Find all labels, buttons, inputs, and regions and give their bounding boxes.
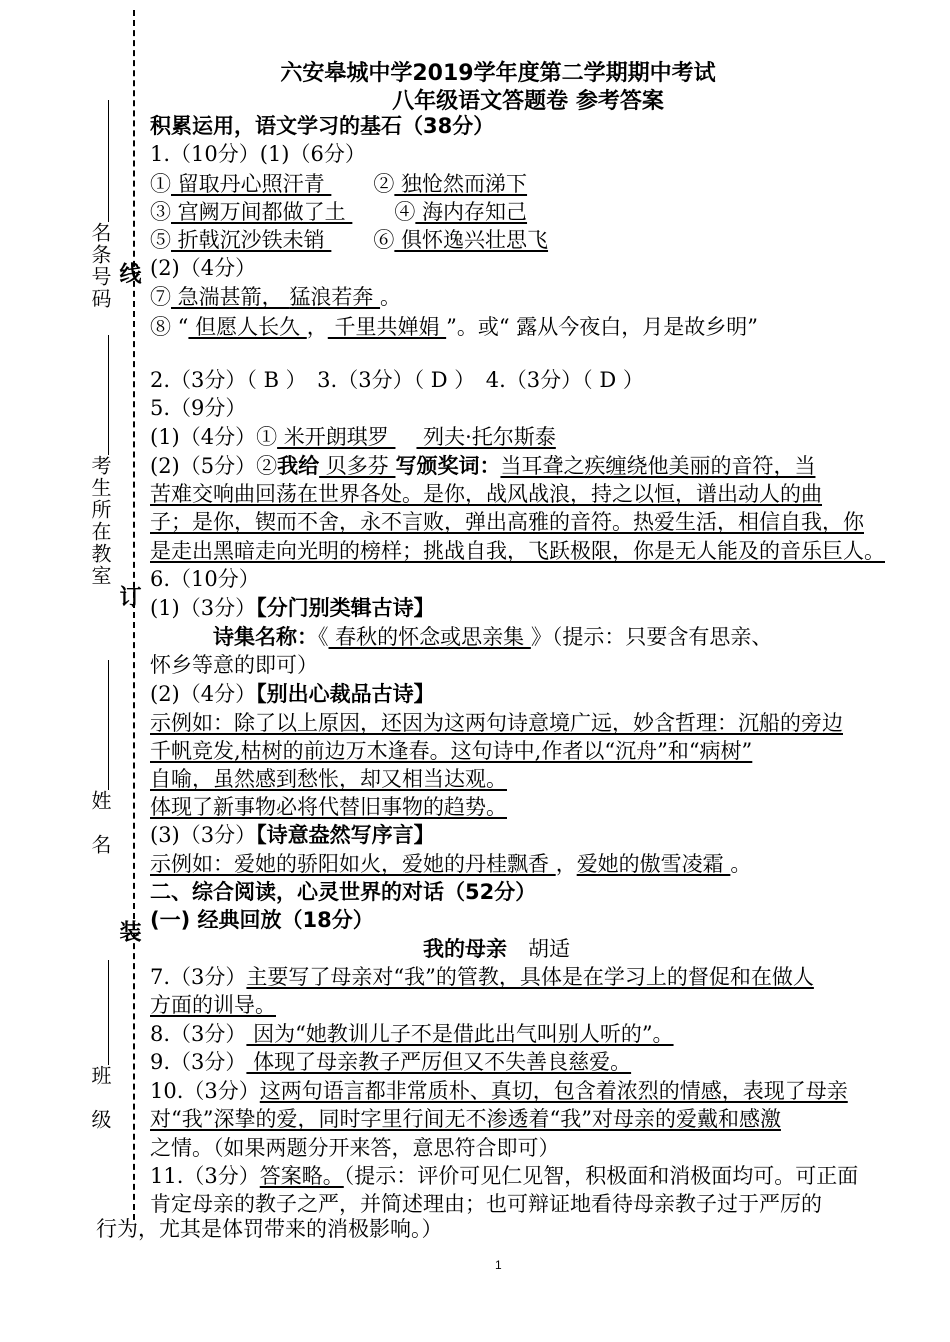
name-blank: [108, 660, 109, 790]
answer-line-l10: [150, 394, 246, 422]
answer-segment: 积累运用，语文学习的基石（38分）: [150, 114, 495, 138]
answer-line-l16: [150, 565, 260, 593]
answer-segment: ⑤: [150, 228, 171, 252]
answer-segment: 【诗意盎然写序言】: [256, 822, 435, 847]
answer-segment: 示例如：除了以上原因，还因为这两句诗意境广远，妙含哲理：沉船的旁边: [150, 711, 843, 735]
answer-segment: 写颁奖词：: [395, 453, 501, 478]
answer-segment: 《: [318, 625, 329, 649]
answer-segment: 苦难交响曲回荡在世界各处。是你，战风战浪，持之以恒，谱出动人的曲: [150, 482, 822, 506]
answer-segment: 对“我”深挚的爱，同时字里行间无不渗透着“我”对母亲的爱戴和感激: [150, 1107, 781, 1131]
page-number: 1: [495, 1258, 502, 1272]
answer-segment: (1)（3分）: [150, 596, 257, 620]
answer-line-l20: [150, 680, 435, 708]
answer-segment: 胡适: [507, 937, 570, 961]
answer-line-l21: [150, 709, 843, 737]
answer-segment: 留取丹心照汗青: [171, 172, 332, 196]
answer-segment: (2)（4分）: [150, 256, 257, 280]
answer-line-l28: [150, 906, 374, 934]
answer-segment: 独怆然而涕下: [394, 172, 528, 196]
answer-segment: 自喻，虽然感到愁怅，却又相当达观。: [150, 767, 507, 791]
answer-segment: 6.（10分）: [150, 567, 260, 591]
sheet-title: 八年级语文答题卷 参考答案: [392, 89, 664, 114]
answer-segment: 5.（9分）: [150, 396, 247, 420]
answer-segment: [150, 625, 213, 649]
answer-segment: ，: [306, 315, 328, 339]
answer-segment: 。: [730, 852, 752, 876]
answer-segment: (2)（4分）: [150, 682, 257, 706]
answer-segment: 但愿人长久: [188, 315, 307, 339]
answer-segment: 子；是你，锲而不舍，永不言败，弹出高雅的音符。热爱生活，相信自我，你: [150, 510, 864, 534]
answer-segment: 体现了母亲教子严厉但又不失善良慈爱。: [246, 1050, 632, 1074]
answer-segment: 千里共婵娟: [327, 315, 447, 339]
answer-line-l09: [150, 366, 644, 394]
answer-line-l04: [150, 198, 527, 226]
answer-segment: [150, 937, 423, 961]
binding-mark-line: 线: [116, 262, 142, 284]
exam-room-blank: [108, 335, 109, 455]
answer-segment: 列夫·托尔斯泰: [416, 425, 556, 449]
answer-line-l12: [150, 452, 815, 480]
answer-line-l01: [150, 112, 494, 140]
answer-segment: 肯定母亲的教子之严，并简述理由；也可辩证地看待母亲教子过于严厉的: [150, 1192, 822, 1216]
answer-line-l25: [150, 821, 435, 849]
answer-segment: 贝多芬: [319, 454, 396, 478]
answer-line-l30: [150, 963, 814, 991]
answer-line-l27: [150, 878, 536, 906]
binding-mark-bind: 装: [116, 920, 142, 942]
answer-line-l06: [150, 254, 256, 282]
answer-line-l14: [150, 508, 864, 536]
answer-segment: 答案略。: [259, 1164, 344, 1188]
answer-line-l36: [150, 1134, 560, 1162]
answer-segment: 爱她的丹桂飘香: [402, 852, 556, 876]
answer-segment: 主要写了母亲对“我”的管教，具体是在学习上的督促和在做人: [246, 965, 814, 989]
answer-sheet-content: [150, 0, 926, 1342]
answer-line-l34: [150, 1077, 848, 1105]
answer-line-l24: [150, 793, 507, 821]
answer-segment: 》（提示：只要含有思亲、: [530, 625, 773, 649]
answer-segment: ⑧ “: [150, 315, 189, 339]
answer-segment: 1.（10分）(1)（6分）: [150, 142, 366, 166]
answer-segment: 方面的训导。: [150, 993, 276, 1017]
answer-segment: 【别出心裁品古诗】: [256, 681, 435, 706]
answer-segment: 我的母亲: [423, 936, 507, 961]
answer-segment: 千帆竞发,枯树的前边万木逢春。这句诗中,作者以“沉舟”和“病树”: [150, 739, 753, 763]
answer-line-l07: [150, 283, 401, 311]
answer-segment: 春秋的怀念或思亲集: [328, 625, 531, 649]
answer-segment: ⑦: [150, 285, 171, 309]
answer-line-l05: [150, 226, 548, 254]
binding-mark-order: 订: [116, 585, 142, 607]
answer-segment: (2)（5分）②: [150, 454, 278, 478]
answer-line-l08: [150, 313, 758, 341]
answer-segment: 折戟沉沙铁未销: [171, 228, 332, 252]
answer-line-l26: [150, 850, 751, 878]
answer-segment: 11.（3分）: [150, 1164, 260, 1188]
answer-segment: 二、综合阅读，心灵世界的对话（52分）: [150, 880, 537, 904]
answer-segment: (3)（3分）: [150, 823, 257, 847]
answer-line-l18: [150, 623, 772, 651]
answer-segment: 。: [380, 285, 402, 309]
answer-segment: 【分门别类辑古诗】: [256, 595, 435, 620]
answer-segment: ③: [150, 200, 171, 224]
answer-segment: 之情。（如果两题分开来答，意思符合即可）: [150, 1136, 560, 1160]
seat-number-blank: [108, 100, 109, 222]
answer-segment: [395, 425, 416, 449]
answer-segment: 当耳聋之疾缠绕他美丽的音符，当: [500, 454, 816, 478]
answer-segment: ①: [150, 172, 171, 196]
answer-segment: 急湍甚箭，: [171, 285, 290, 309]
answer-segment: 是走出黑暗走向光明的榜样；挑战自我，飞跃极限，你是无人能及的音乐巨人。: [150, 539, 885, 563]
answer-line-l22: [150, 737, 752, 765]
answer-segment: 俱怀逸兴壮思飞: [394, 228, 549, 252]
name-label: 姓 名: [88, 790, 112, 856]
answer-line-l13: [150, 480, 822, 508]
answer-line-l29: [150, 935, 570, 963]
answer-segment: ④: [352, 200, 416, 224]
answer-segment: (1)（4分）①: [150, 425, 278, 449]
answer-segment: 怀乡等意的即可）: [150, 653, 318, 677]
answer-segment: 爱她的傲雪凌霜: [576, 852, 731, 876]
answer-line-l37: [150, 1162, 858, 1190]
answer-segment: (一) 经典回放（18分）: [150, 908, 374, 932]
answer-line-l35: [150, 1105, 781, 1133]
answer-line-l19: [150, 651, 318, 679]
answer-segment: 海内存知己: [415, 200, 528, 224]
answer-segment: 8.（3分）: [150, 1022, 247, 1046]
answer-segment: ”。或“ 露从今夜白，月是故乡明”: [446, 315, 759, 339]
class-label: 班 级: [88, 1065, 112, 1131]
exam-room-label: 考生所在教室: [88, 455, 112, 587]
answer-segment: 米开朗琪罗: [277, 425, 396, 449]
answer-segment: 诗集名称：: [213, 624, 318, 649]
answer-segment: 宫阙万间都做了土: [171, 200, 353, 224]
answer-line-l15: [150, 537, 885, 565]
answer-segment: 9.（3分）: [150, 1050, 247, 1074]
answer-line-l02: [150, 140, 366, 168]
answer-segment: 我给: [277, 453, 320, 478]
answer-line-l33: [150, 1048, 631, 1076]
class-blank: [108, 960, 109, 1065]
exam-title: 六安皋城中学2019学年度第二学期期中考试: [280, 61, 716, 86]
answer-segment: 因为“她教训儿子不是借此出气叫别人听的”。: [246, 1022, 674, 1046]
answer-segment: ⑥: [331, 228, 395, 252]
binding-dashed-rule: [133, 10, 135, 1220]
answer-line-l03: [150, 170, 527, 198]
answer-segment: 体现了新事物必将代替旧事物的趋势。: [150, 795, 507, 819]
seat-number-label: 名条号码: [88, 222, 112, 310]
answer-line-l31: [150, 991, 276, 1019]
answer-line-l11: [150, 423, 556, 451]
answer-segment: 这两句语言都非常质朴、真切，包含着浓烈的情感，表现了母亲: [259, 1079, 848, 1103]
answer-segment: ②: [331, 172, 395, 196]
answer-segment: 7.（3分）: [150, 965, 247, 989]
answer-segment: 示例如：爱她的骄阳如火，: [150, 852, 402, 876]
answer-line-l32: [150, 1020, 674, 1048]
answer-line-tail: 行为，尤其是体罚带来的消极影响。）: [96, 1217, 443, 1241]
answer-line-l23: [150, 765, 507, 793]
answer-segment: 2.（3分）（ B ） 3.（3分）（ D ） 4.（3分）（ D ）: [150, 368, 644, 392]
answer-segment: 10.（3分）: [150, 1079, 260, 1103]
answer-line-l17: [150, 594, 435, 622]
answer-segment: （提示：评价可见仁见智，积极面和消极面均可。可正面: [343, 1164, 859, 1188]
answer-segment: 猛浪若奔: [289, 285, 381, 309]
answer-segment: ，: [555, 852, 577, 876]
